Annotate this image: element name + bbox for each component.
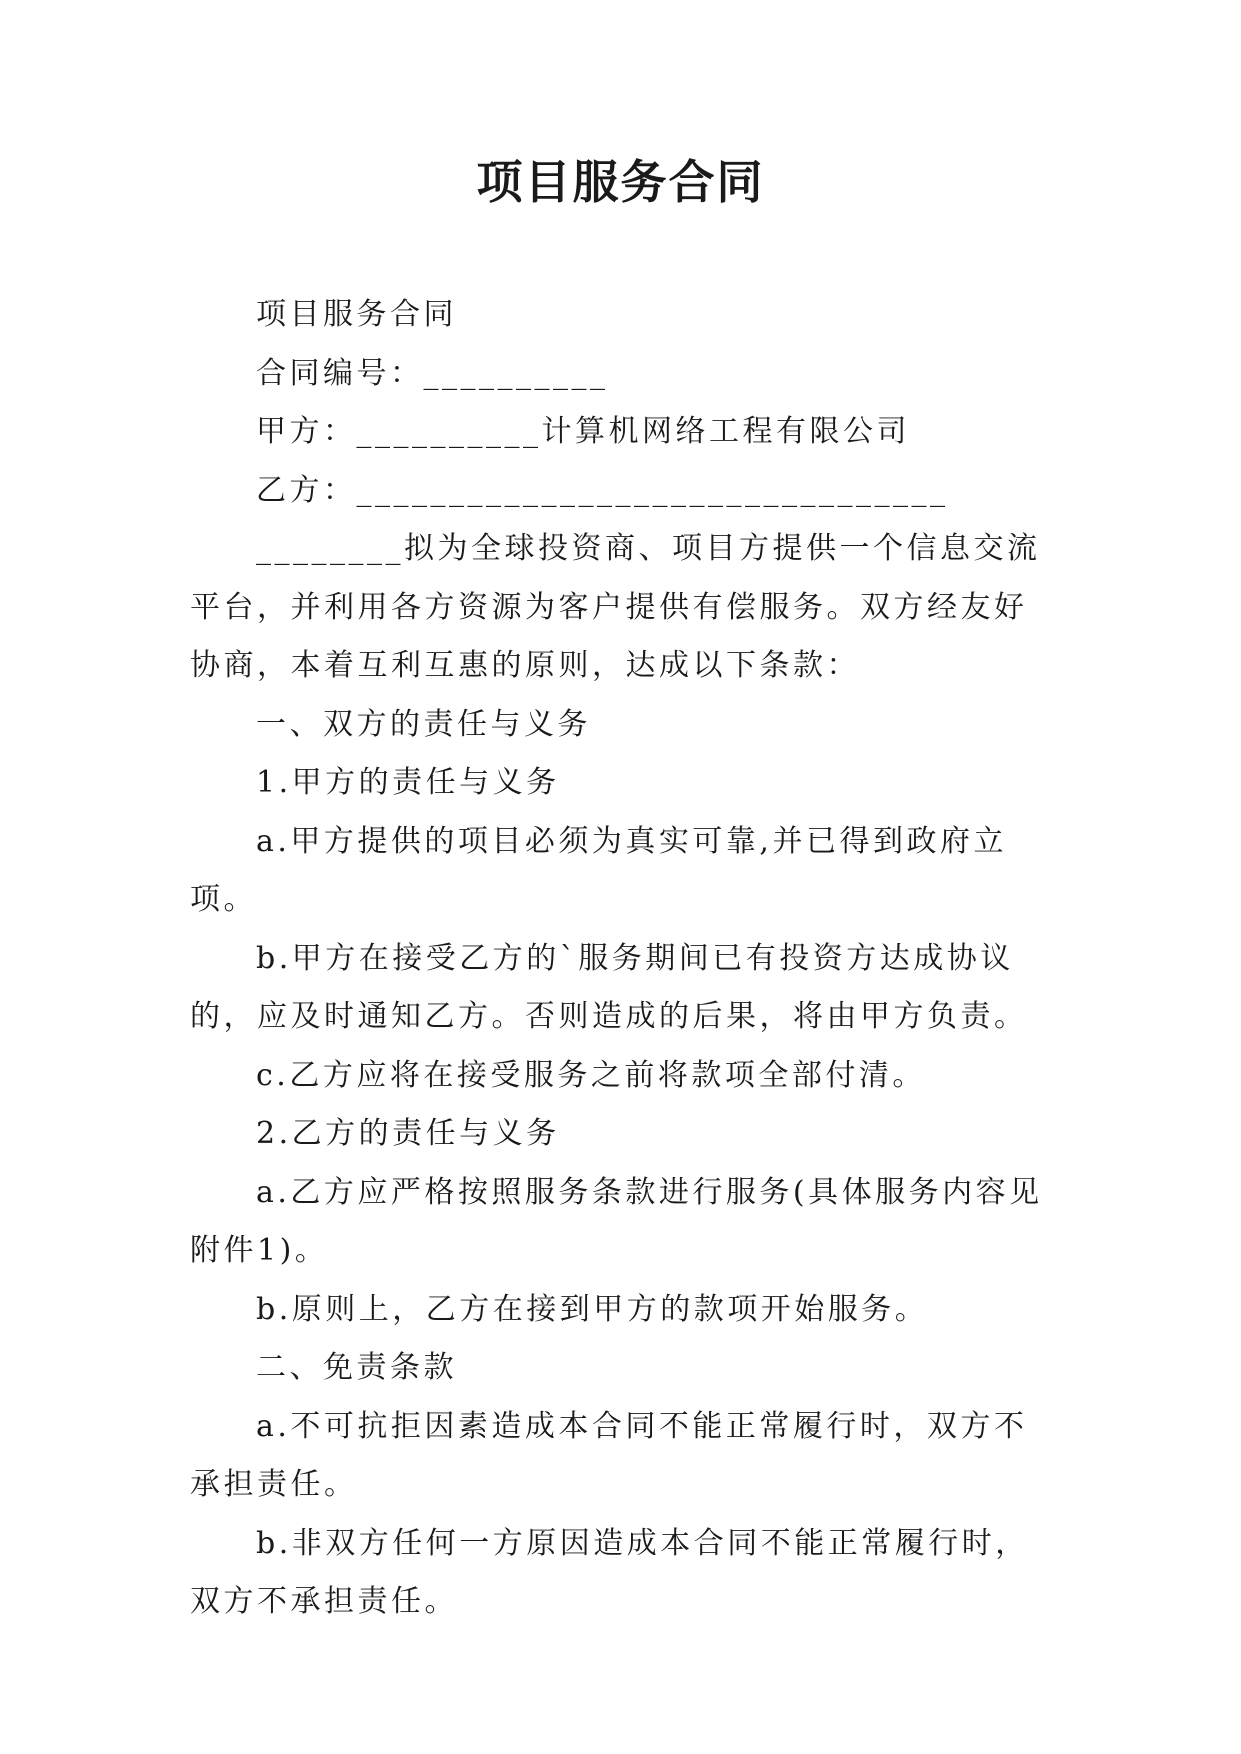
clause-2a: a.乙方应严格按照服务条款进行服务(具体服务内容见附件1)。: [190, 1174, 1043, 1268]
clause-1c: c.乙方应将在接受服务之前将款项全部付清。: [256, 1057, 926, 1093]
party-a-line: 甲方：__________计算机网络工程有限公司: [256, 414, 910, 449]
document-body: [190, 286, 1056, 1632]
clause-1b: b.甲方在接受乙方的`服务期间已有投资方达成协议的，应及时通知乙方。否则造成的后果，将由甲方负责。: [190, 940, 1028, 1034]
section-2-heading: 二、免责条款: [256, 1350, 457, 1385]
exemption-clause-b: b.非双方任何一方原因造成本合同不能正常履行时，双方不承担责任。: [190, 1525, 1029, 1619]
clause-2b: b.原则上，乙方在接到甲方的款项开始服务。: [256, 1291, 929, 1327]
clause-1a: a.甲方提供的项目必须为真实可靠,并已得到政府立项。: [190, 823, 1007, 917]
intro-paragraph: ________拟为全球投资商、项目方提供一个信息交流平台，并利用各方资源为客户提供有偿服务。双方经友好协商，本着互利互惠的原则，达成以下条款：: [190, 531, 1041, 683]
contract-heading: 项目服务合同: [256, 297, 457, 332]
exemption-clause-a: a.不可抗拒因素造成本合同不能正常履行时，双方不承担责任。: [190, 1408, 1028, 1502]
contract-number-line: 合同编号：__________: [256, 355, 609, 391]
party-b-line: 乙方：________________________________: [256, 472, 949, 508]
subsection-2-heading: 2.乙方的责任与义务: [256, 1116, 560, 1151]
subsection-1-heading: 1.甲方的责任与义务: [256, 765, 560, 800]
section-1-heading: 一、双方的责任与义务: [256, 706, 591, 742]
document-title: 项目服务合同: [476, 155, 765, 209]
